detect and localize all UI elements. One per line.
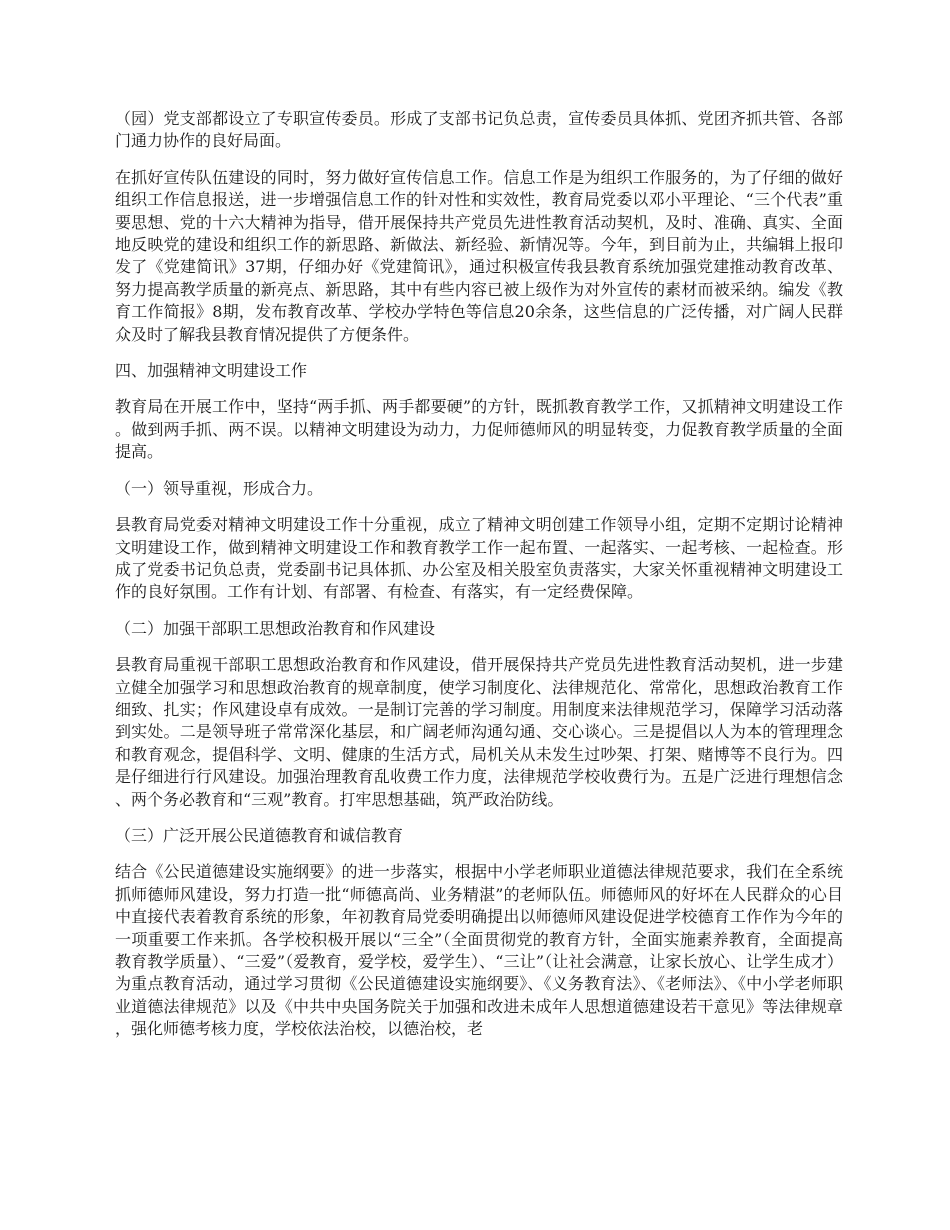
paragraph-two-hands-policy: 教育局在开展工作中，坚持“两手抓、两手都要硬”的方针，既抓教育教学工作，又抓精神文明建设工作。做到两手抓、两不误。以精神文明建设为动力，力促师德师风的明显转变，力促教育教学质量的全面提高。 [115, 397, 843, 462]
subheading-political-education: （二）加强干部职工思想政治教育和作风建设 [115, 618, 436, 638]
document-page [115, 108, 843, 1055]
section-heading-spiritual-civilization: 四、加强精神文明建设工作 [115, 361, 308, 381]
paragraph-leadership: 县教育局党委对精神文明建设工作十分重视，成立了精神文明创建工作领导小组，定期不定期讨论精神文明建设工作，做到精神文明建设工作和教育教学工作一起布置、一起落实、一起考核、一起检查。形成了党委书记负总责，党委副书记具体抓、办公室及相关股室负责落实，大家关怀重视精神文明建设工作的良好氛围。工作有计划、有部署、有检查、有落实，有一定经费保障。 [115, 515, 843, 602]
paragraph-political-education: 县教育局重视干部职工思想政治教育和作风建设，借开展保持共产党员先进性教育活动契机，进一步建立健全加强学习和思想政治教育的规章制度，使学习制度化、法律规范化、常常化，思想政治教育工作细致、扎实；作风建设卓有成效。一是制订完善的学习制度。用制度来法律规范学习，保障学习活动落到实处。二是领导班子常常深化基层，和广阔老师沟通勾通、交心谈心。三是提倡以人为本的管理理念和教育观念，提倡科学、文明、健康的生活方式，局机关从未发生过吵架、打架、赌博等不良行为。四是仔细进行行风建设。加强治理教育乱收费工作力度，法律规范学校收费行为。五是广泛进行理想信念、两个务必教育和“三观”教育。打牢思想基础，筑严政治防线。 [115, 655, 843, 809]
subheading-moral-education: （三）广泛开展公民道德教育和诚信教育 [115, 825, 404, 845]
paragraph-moral-education: 结合《公民道德建设实施纲要》的进一步落实，根据中小学老师职业道德法律规范要求，我们在全系统抓师德师风建设，努力打造一批“师德高尚、业务精湛”的老师队伍。师德师风的好坏在人民群众的心目中直接代表着教育系统的形象，年初教育局党委明确提出以师德师风建设促进学校德育工作作为今年的一项重要工作来抓。各学校积极开展以“三全”（全面贯彻党的教育方针，全面实施素养教育，全面提高教育教学质量）、“三爱”（爱教育，爱学校，爱学生）、“三让”（让社会满意，让家长放心、让学生成才）为重点教育活动，通过学习贯彻《公民道德建设实施纲要》、《义务教育法》、《老师法》、《中小学老师职业道德法律规范》以及《中共中央国务院关于加强和改进未成年人思想道德建设若干意见》等法律规章，强化师德考核力度，学校依法治校，以德治校，老 [115, 862, 843, 1039]
paragraph-propaganda-committee: （园）党支部都设立了专职宣传委员。形成了支部书记负总责，宣传委员具体抓、党团齐抓共管、各部门通力协作的良好局面。 [115, 109, 843, 151]
subheading-leadership: （一）领导重视，形成合力。 [115, 478, 324, 498]
paragraph-information-work: 在抓好宣传队伍建设的同时，努力做好宣传信息工作。信息工作是为组织工作服务的，为了仔细的做好组织工作信息报送，进一步增强信息工作的针对性和实效性，教育局党委以邓小平理论、“三个代表”重要思想、党的十六大精神为指导，借开展保持共产党员先进性教育活动契机，及时、准确、真实、全面地反映党的建设和组织工作的新思路、新做法、新经验、新情况等。今年，到目前为止，共编辑上报印发了《党建简讯》37期，仔细办好《党建简讯》，通过积极宣传我县教育系统加强党建推动教育改革、努力提高教学质量的新亮点、新思路，其中有些内容已被上级作为对外宣传的素材而被采纳。编发《教育工作简报》8期，发布教育改革、学校办学特色等信息20余条，这些信息的广泛传播，对广阔人民群众及时了解我县教育情况提供了方便条件。 [115, 167, 843, 344]
